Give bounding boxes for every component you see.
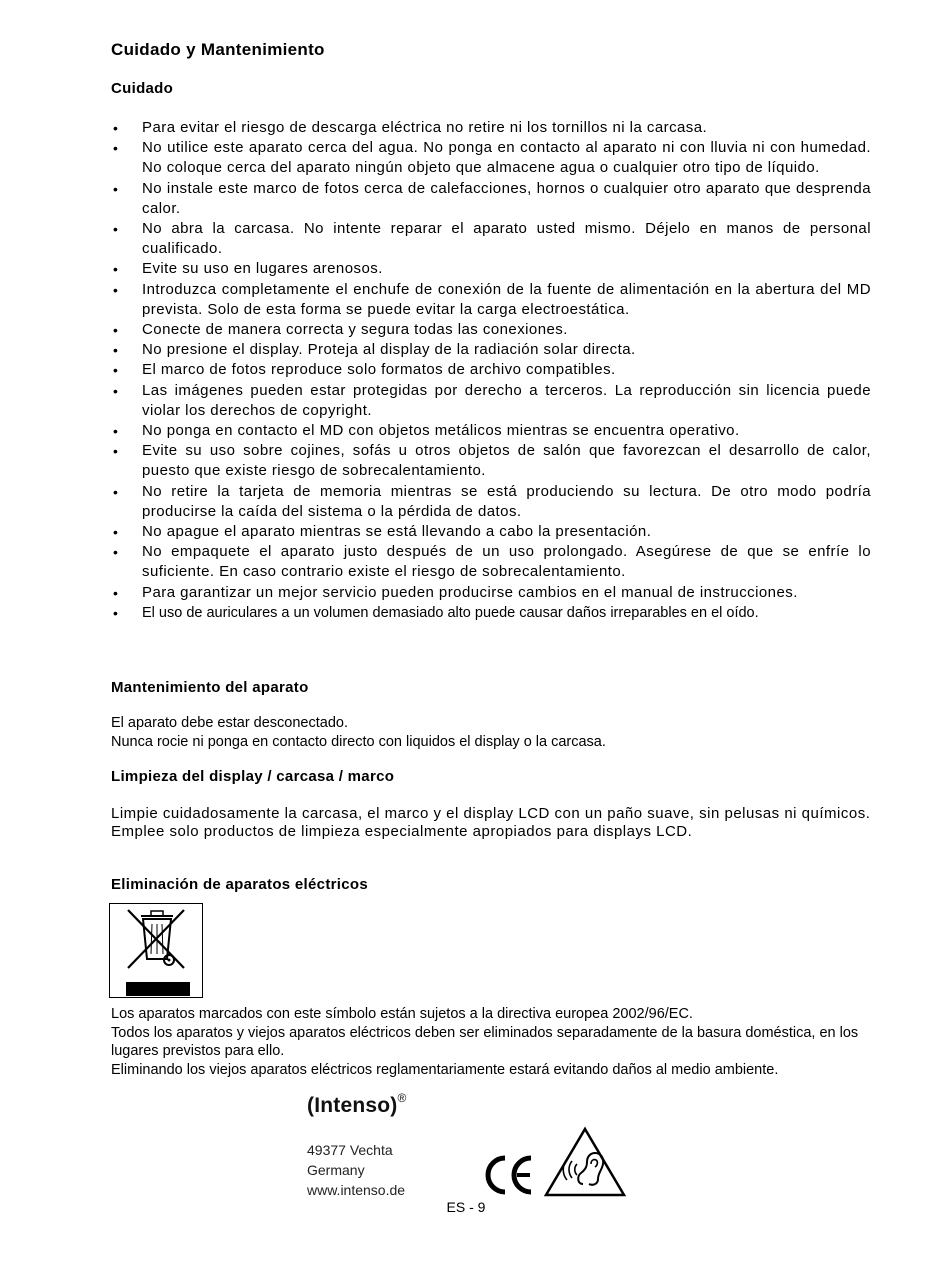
list-item: • No ponga en contacto el MD con objetos metálicos mientras se encuentra operativo. [111,421,871,441]
list-item: • Las imágenes pueden estar protegidas por derecho a terceros. La reproducción sin licencia puede violar los derechos de copyright. [111,381,871,421]
page-title: Cuidado y Mantenimiento [111,40,325,59]
ce-mark-icon [484,1154,536,1201]
list-item: • No retire la tarjeta de memoria mientras se está produciendo su lectura. De otro modo podría producirse la caída del sistema o la pérdida de datos. [111,482,871,522]
address-line: 49377 Vechta [307,1142,393,1158]
brand-name: (Intenso) [307,1094,398,1117]
section-heading-disposal: Eliminación de aparatos eléctricos [111,876,368,893]
maintenance-line: Nunca rocie ni ponga en contacto directo con liquidos el display o la carcasa. [111,733,606,750]
hearing-damage-warning-icon [543,1126,627,1203]
list-item: • Evite su uso sobre cojines, sofás u otros objetos de salón que favorezcan el desarrollo de calor, puesto que existe riesgo de sobrecalentamiento. [111,441,871,481]
list-item: • No presione el display. Proteja al display de la radiación solar directa. [111,340,871,360]
section-heading-maintenance: Mantenimiento del aparato [111,679,309,696]
address-line: Germany [307,1162,365,1178]
list-item: • Conecte de manera correcta y segura todas las conexiones. [111,320,871,340]
list-item: • El marco de fotos reproduce solo formatos de archivo compatibles. [111,360,871,380]
list-item: • No apague el aparato mientras se está llevando a cabo la presentación. [111,522,871,542]
list-item: • Evite su uso en lugares arenosos. [111,259,871,279]
list-item: • Para evitar el riesgo de descarga eléctrica no retire ni los tornillos ni la carcasa. [111,118,871,138]
manufacturer-address [307,1140,405,1200]
brand-logo [307,1091,407,1118]
address-line: www.intenso.de [307,1182,406,1198]
section-heading-care: Cuidado [111,80,174,97]
list-item: • No instale este marco de fotos cerca de calefacciones, hornos o cualquier otro aparato que desprenda calor. [111,179,871,219]
maintenance-line: El aparato debe estar desconectado. [111,715,348,731]
list-item: • Para garantizar un mejor servicio pueden producirse cambios en el manual de instrucciones. [111,583,871,603]
crossed-out-wheelie-bin-icon [109,903,203,998]
disposal-line: Los aparatos marcados con este símbolo están sujetos a la directiva europea 2002/96/EC. [111,1006,693,1022]
list-item: • No utilice este aparato cerca del agua. No ponga en contacto al aparato ni con lluvia ni con humedad. No coloque cerca del aparato ningún objeto que almacene agua o cualquier otro tipo de líquido. [111,138,871,178]
page-number: ES - 9 [446,1199,486,1215]
list-item: • Introduzca completamente el enchufe de conexión de la fuente de alimentación en la abertura del MD prevista. Solo de esta forma se puede evitar la carga electroestática. [111,280,871,320]
disposal-text [111,1005,871,1079]
disposal-line: Eliminando los viejos aparatos eléctricos reglamentariamente estará evitando daños al medio ambiente. [111,1061,779,1078]
maintenance-text [111,714,871,751]
list-item: • El uso de auriculares a un volumen demasiado alto puede causar daños irreparables en el oído. [111,603,871,623]
section-heading-cleaning: Limpieza del display / carcasa / marco [111,768,395,785]
registered-mark: ® [397,1091,407,1105]
list-item: • No abra la carcasa. No intente reparar el aparato usted mismo. Déjelo en manos de personal cualificado. [111,219,871,259]
cleaning-text: Limpie cuidadosamente la carcasa, el marco y el display LCD con un paño suave, sin pelusas ni químicos. Emplee solo productos de limpieza especialmente apropiados para displays LCD. [111,805,871,840]
care-list [111,118,871,623]
list-item: • No empaquete el aparato justo después de un uso prolongado. Asegúrese de que se enfríe lo suficiente. En caso contrario existe el riesgo de sobrecalentamiento. [111,542,871,582]
disposal-line: Todos los aparatos y viejos aparatos eléctricos deben ser eliminados separadamente de la basura doméstica, en los lugares previstos para ello. [111,1024,859,1059]
